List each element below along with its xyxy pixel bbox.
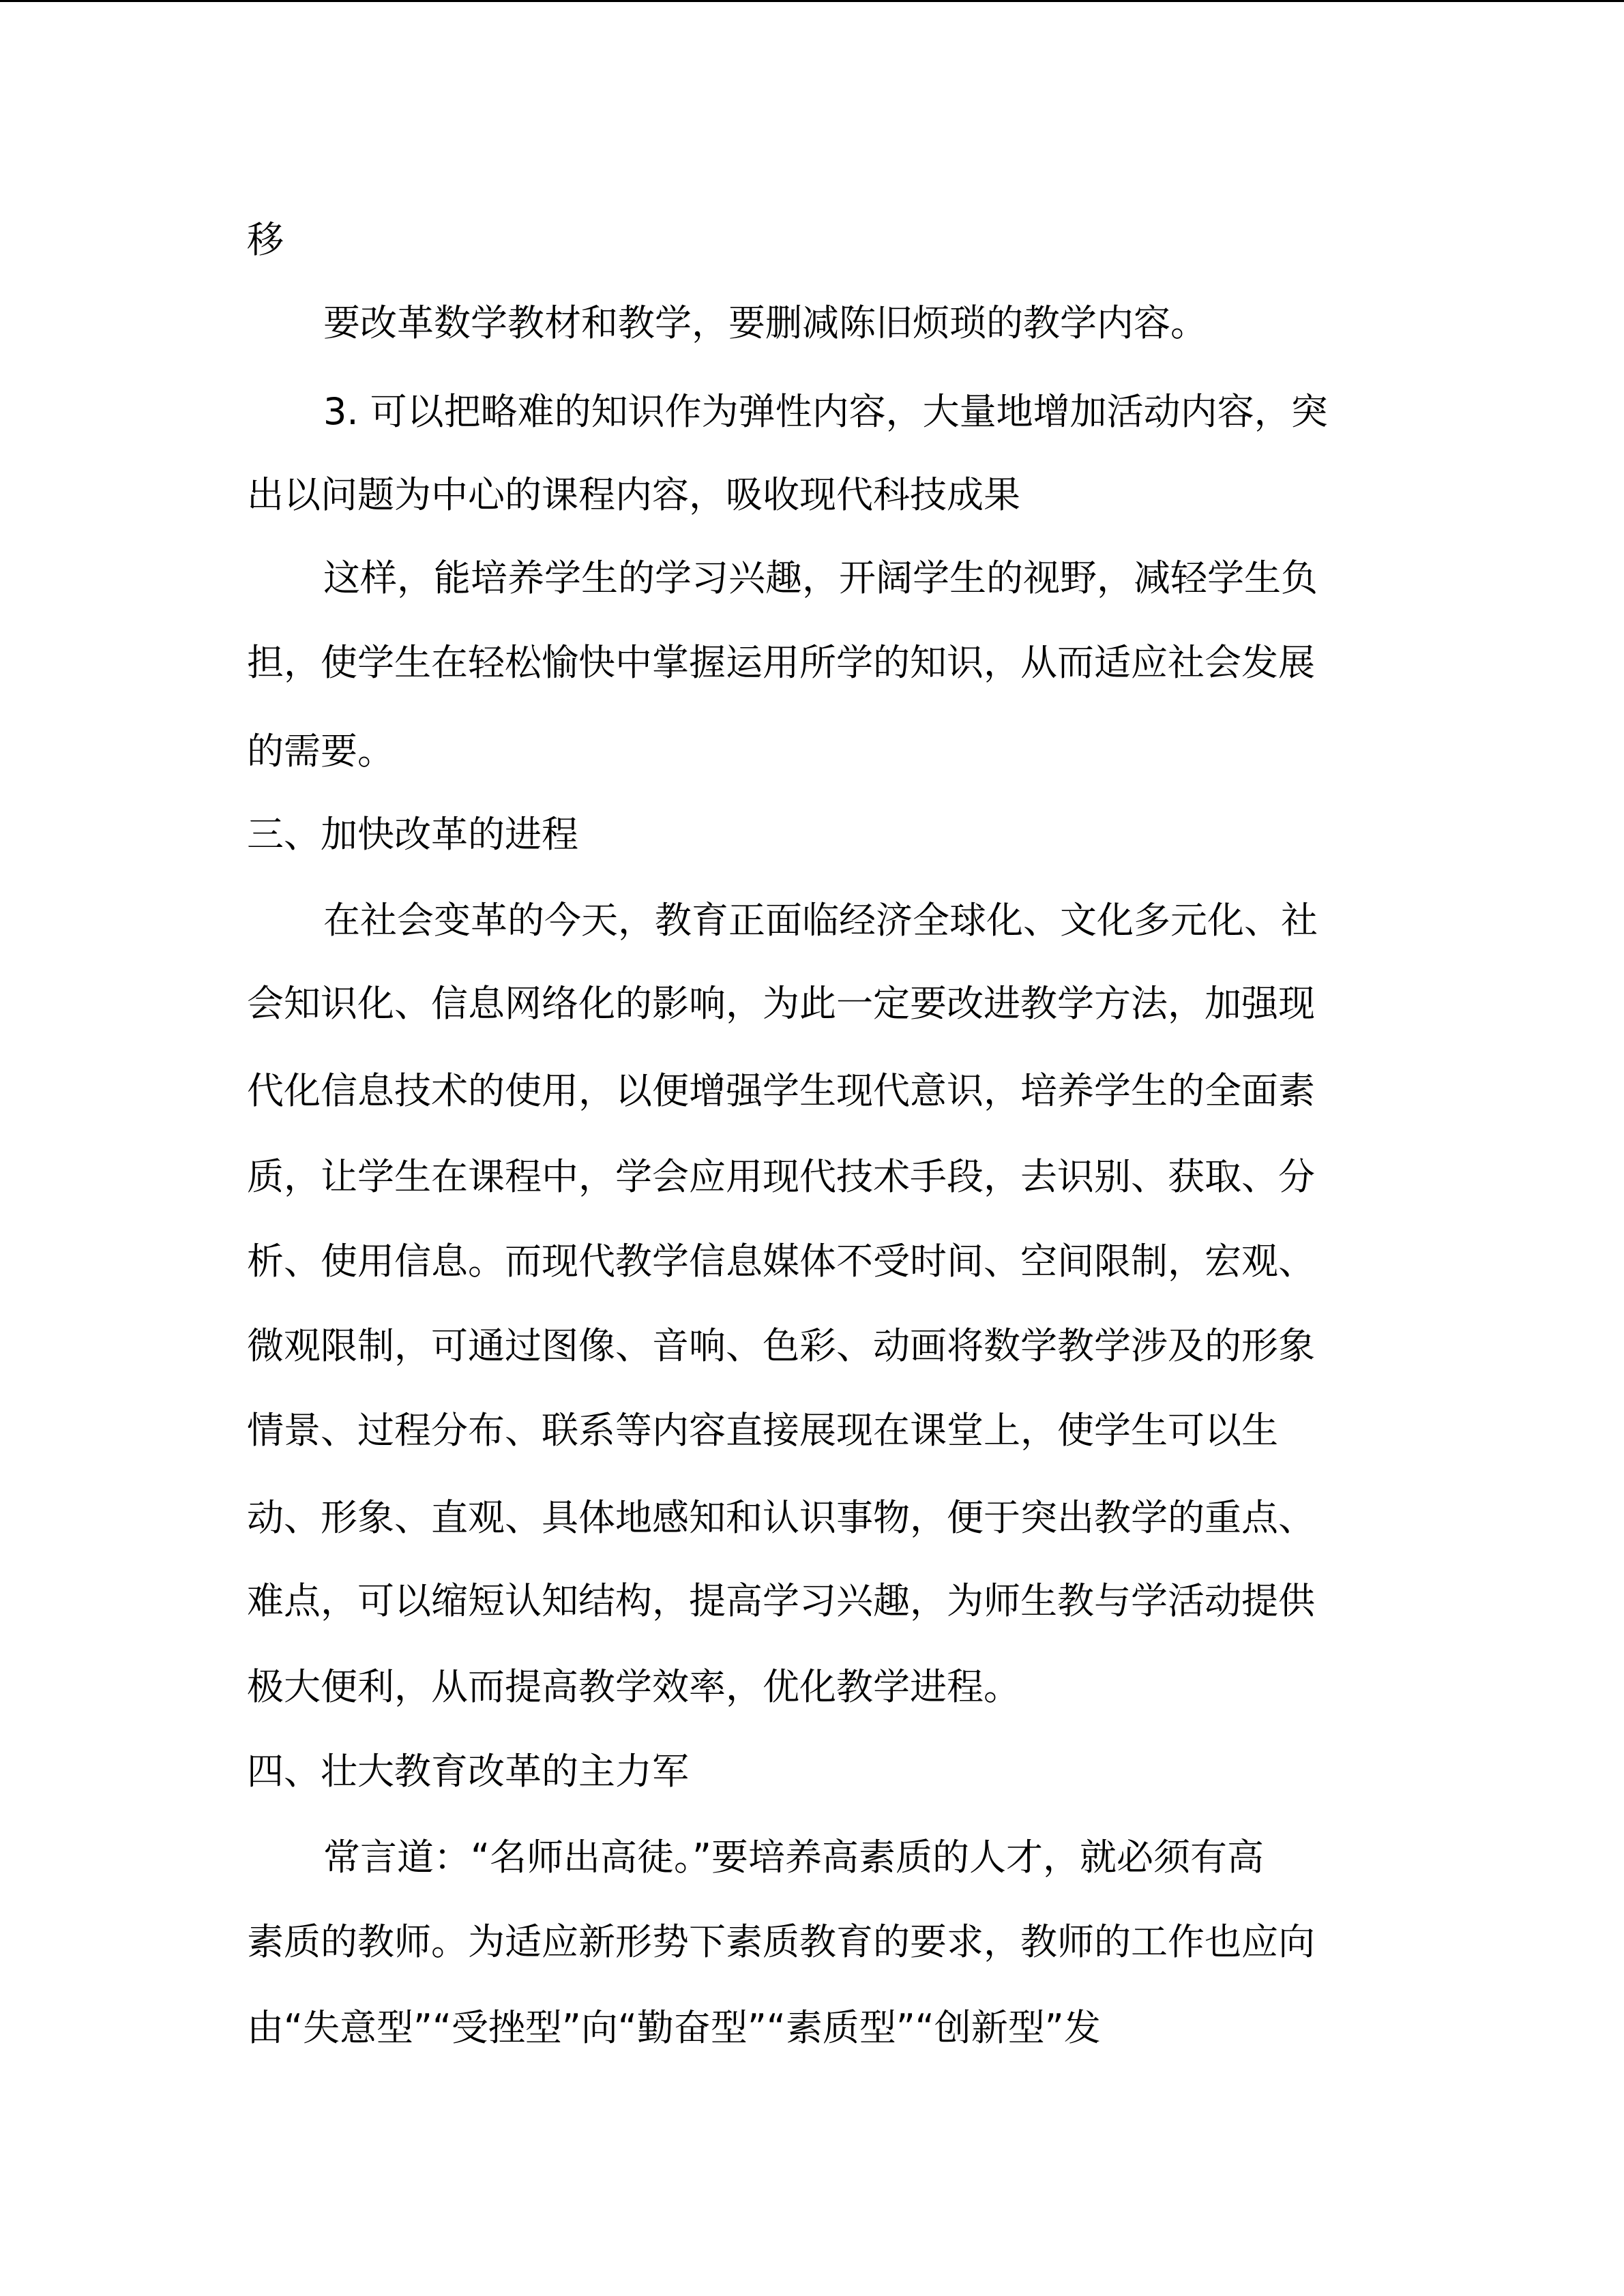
text-line: 素质的教师。为适应新形势下素质教育的要求，教师的工作也应向	[247, 1920, 1315, 1963]
text-line: 会知识化、信息网络化的影响，为此一定要改进教学方法，加强现	[247, 982, 1315, 1025]
text-line: 在社会变革的今天，教育正面临经济全球化、文化多元化、社	[323, 899, 1318, 942]
text-line: 析、使用信息。而现代教学信息媒体不受时间、空间限制，宏观、	[247, 1240, 1315, 1283]
text-line: 的需要。	[247, 730, 394, 773]
text-line: 代化信息技术的使用，以便增强学生现代意识，培养学生的全面素	[247, 1069, 1315, 1112]
text-line: 这样，能培养学生的学习兴趣，开阔学生的视野，减轻学生负	[323, 556, 1318, 599]
text-line: 要改革数学教材和教学，要删减陈旧烦琐的教学内容。	[323, 301, 1207, 344]
section-heading: 四、壮大教育改革的主力军	[247, 1750, 689, 1793]
text-line: 极大便利，从而提高教学效率，优化教学进程。	[247, 1665, 1020, 1708]
text-line: 难点，可以缩短认知结构，提高学习兴趣，为师生教与学活动提供	[247, 1579, 1315, 1622]
text-line: 由“失意型”“受挫型”向“勤奋型”“素质型”“创新型”发	[247, 2006, 1101, 2049]
text-line: 质，让学生在课程中，学会应用现代技术手段，去识别、获取、分	[247, 1155, 1315, 1198]
text-line: 担，使学生在轻松愉快中掌握运用所学的知识，从而适应社会发展	[247, 641, 1315, 684]
text-line: 移	[247, 218, 284, 261]
text-line: 情景、过程分布、联系等内容直接展现在课堂上，使学生可以生	[247, 1409, 1278, 1452]
text-line: 微观限制，可通过图像、音响、色彩、动画将数学教学涉及的形象	[247, 1324, 1315, 1367]
text-line: 常言道：“名师出高徒。”要培养高素质的人才，就必须有高	[323, 1836, 1264, 1879]
text-line: 3. 可以把略难的知识作为弹性内容，大量地增加活动内容，突	[323, 390, 1328, 433]
text-line: 出以问题为中心的课程内容，吸收现代科技成果	[247, 473, 1020, 516]
text-line: 动、形象、直观、具体地感知和认识事物，便于突出教学的重点、	[247, 1496, 1315, 1539]
section-heading: 三、加快改革的进程	[247, 813, 578, 856]
